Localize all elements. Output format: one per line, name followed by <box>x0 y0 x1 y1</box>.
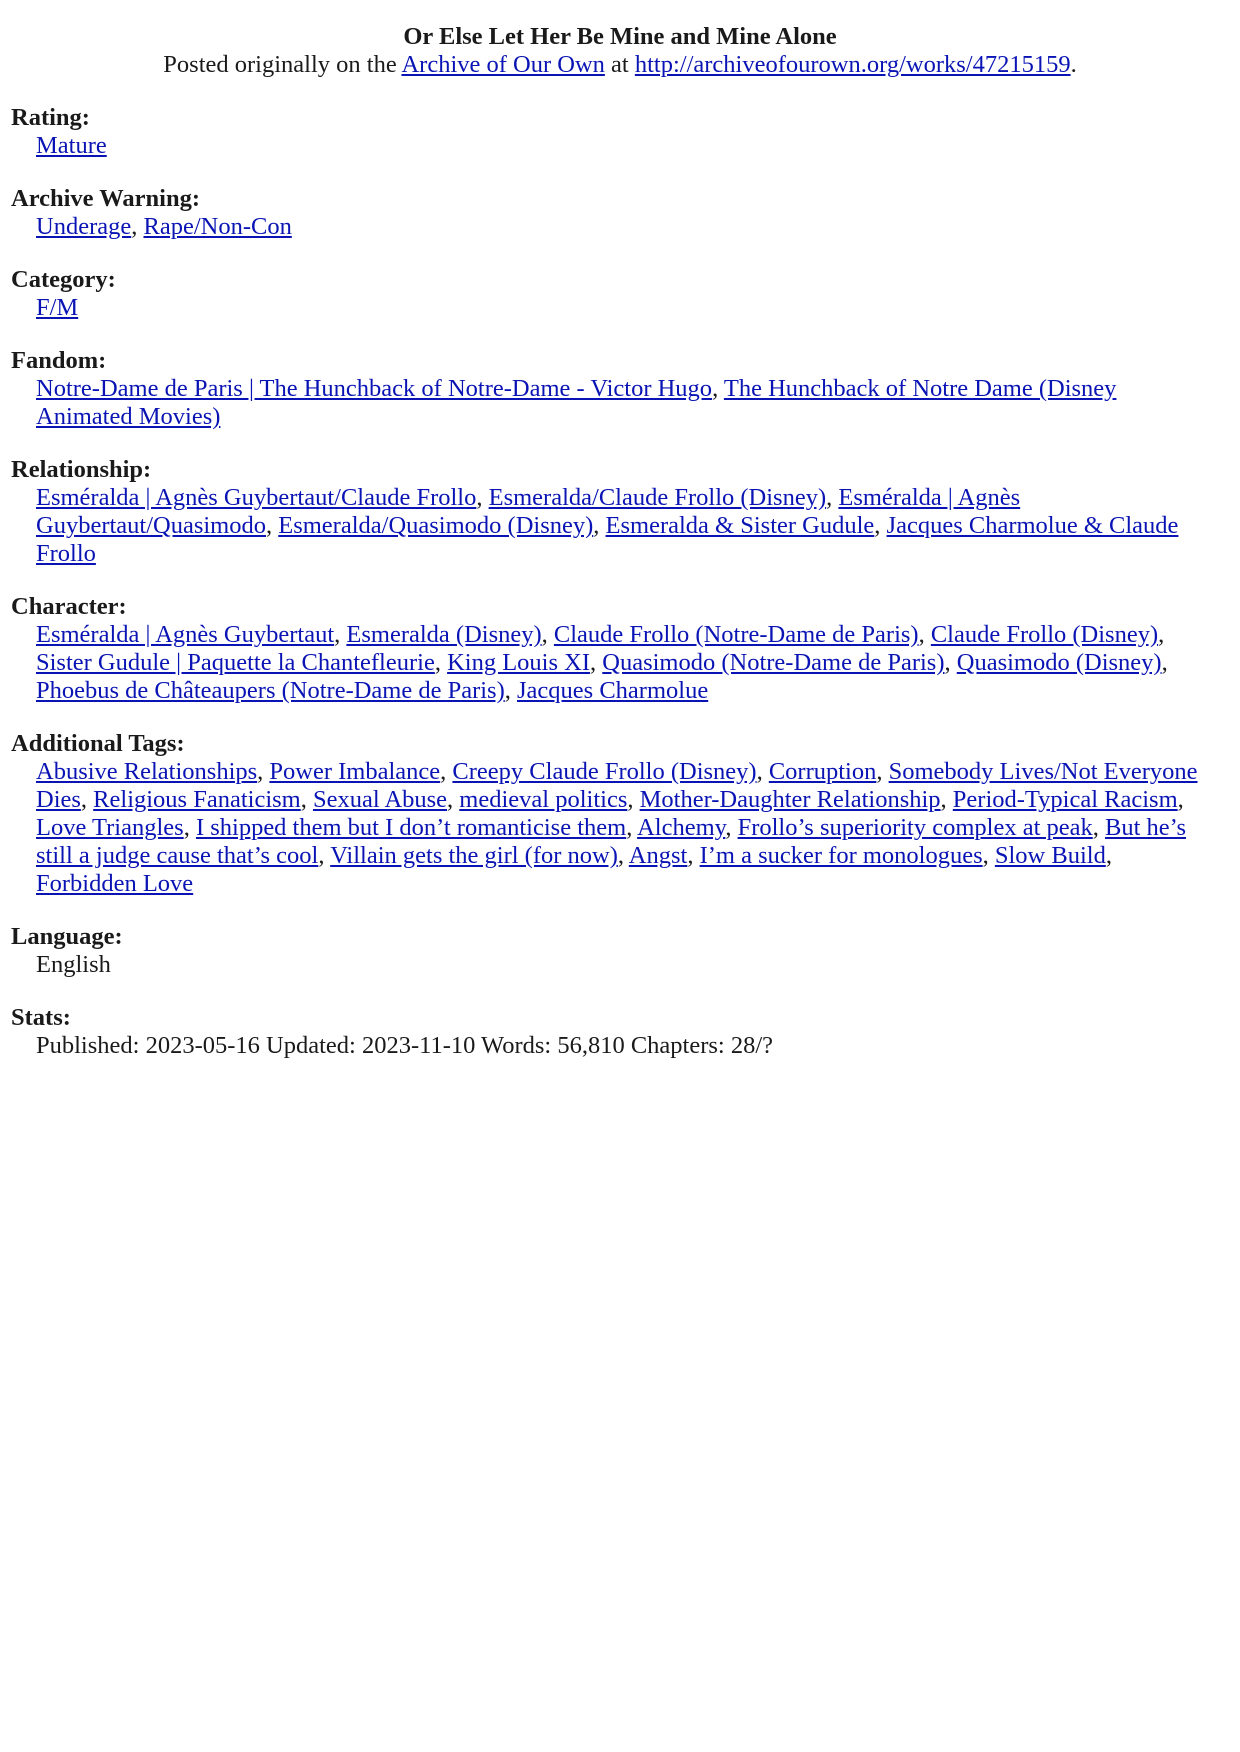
meta-value <box>11 132 1206 160</box>
tag-link[interactable]: Sexual Abuse <box>312 786 448 813</box>
tag-link[interactable]: Phoebus de Châteaupers (Notre-Dame de Paris) <box>36 677 505 704</box>
tag-link[interactable]: Esmeralda/Claude Frollo (Disney) <box>488 484 827 511</box>
meta-label: Relationship: <box>11 456 152 483</box>
meta-label: Stats: <box>11 1004 71 1031</box>
tag-link[interactable]: Notre-Dame de Paris | The Hunchback of Notre-Dame - Victor Hugo <box>36 375 713 402</box>
tag-link[interactable]: Esméralda | Agnès Guybertaut/Quasimodo <box>36 484 1021 539</box>
meta-label: Fandom: <box>11 347 107 374</box>
tag-link[interactable]: Creepy Claude Frollo (Disney) <box>452 758 757 785</box>
posted-line <box>0 51 1240 79</box>
tag-link[interactable]: Corruption <box>768 758 877 785</box>
work-title: Or Else Let Her Be Mine and Mine Alone <box>403 23 837 50</box>
meta-label: Language: <box>11 923 123 950</box>
tag-link[interactable]: Jacques Charmolue <box>517 677 709 704</box>
tag-link[interactable]: Villain gets the girl (for now) <box>330 842 618 869</box>
tag-link[interactable]: Mother-Daughter Relationship <box>639 786 941 813</box>
meta-label: Rating: <box>11 104 90 131</box>
meta-section <box>11 1004 1230 1060</box>
meta-section <box>11 730 1230 898</box>
tag-link[interactable]: Underage <box>36 213 132 240</box>
posted-prefix: Posted originally on the <box>163 51 402 78</box>
tag-link[interactable]: Abusive Relationships <box>36 758 258 785</box>
tag-link[interactable]: Period-Typical Racism <box>952 786 1178 813</box>
tag-link[interactable]: Esmeralda/Quasimodo (Disney) <box>278 512 594 539</box>
tag-link[interactable]: King Louis XI <box>447 649 591 676</box>
work-url-link[interactable]: http://archiveofourown.org/works/47215159 <box>634 51 1071 78</box>
meta-value <box>11 951 1206 979</box>
tag-link[interactable]: But he’s still a judge cause that’s cool <box>36 814 1187 869</box>
tag-link[interactable]: Angst <box>628 842 688 869</box>
meta-section <box>11 923 1230 979</box>
tag-link[interactable]: Rape/Non-Con <box>143 213 292 240</box>
tag-link[interactable]: Slow Build <box>994 842 1106 869</box>
tag-link[interactable]: Quasimodo (Notre-Dame de Paris) <box>602 649 945 676</box>
meta-value: Esméralda | Agnès Guybertaut/Claude Frollo, Esmeralda/Claude Frollo (Disney), Esméralda | Agnès Guybertaut/Quasimodo, Esmeralda/Quasimodo (Disney), Esmeralda & Sister Gudule, Jacques Charmolue & Claude Frollo <box>36 484 1179 567</box>
meta-value: Esméralda | Agnès Guybertaut, Esmeralda (Disney), Claude Frollo (Notre-Dame de Paris), Claude Frollo (Disney), Sister Gudule | Paquette la Chantefleurie, King Louis XI, Quasimodo (Notre-Dame de Paris), Quasimodo (Disney), Phoebus de Châteaupers (Notre-Dame de Paris), Jacques Charmolue <box>36 621 1168 704</box>
meta-label: Category: <box>11 266 116 293</box>
meta-section <box>11 593 1230 705</box>
tag-link[interactable]: Quasimodo (Disney) <box>956 649 1162 676</box>
meta-text: English <box>36 951 111 978</box>
meta-text: Published: 2023-05-16 Updated: 2023-11-10 Words: 56,810 Chapters: 28/? <box>36 1032 774 1059</box>
tag-link[interactable]: Claude Frollo (Disney) <box>930 621 1159 648</box>
tag-link[interactable]: medieval politics <box>459 786 628 813</box>
tag-link[interactable]: Mature <box>36 132 107 159</box>
archive-link[interactable]: Archive of Our Own <box>401 51 605 78</box>
tag-link[interactable]: Sister Gudule | Paquette la Chantefleurie <box>36 649 435 676</box>
meta-label: Character: <box>11 593 127 620</box>
tag-link[interactable]: Jacques Charmolue & Claude Frollo <box>36 512 1179 567</box>
meta-section <box>11 456 1230 568</box>
meta-value <box>11 1032 1206 1060</box>
tag-link[interactable]: F/M <box>36 294 79 321</box>
work-header <box>0 22 1240 79</box>
tag-link[interactable]: The Hunchback of Notre Dame (Disney Animated Movies) <box>36 375 1117 430</box>
tag-link[interactable]: I shipped them but I don’t romanticise them <box>195 814 627 841</box>
meta-value <box>11 294 1206 322</box>
tag-link[interactable]: Alchemy <box>637 814 726 841</box>
meta-section <box>11 104 1230 160</box>
tag-link[interactable]: Love Triangles <box>36 814 184 841</box>
meta-section <box>11 185 1230 241</box>
at-text: at <box>604 51 635 78</box>
tag-link[interactable]: Forbidden Love <box>36 870 194 897</box>
tag-link[interactable]: Somebody Lives/Not Everyone Dies <box>36 758 1198 813</box>
tag-link[interactable]: Esméralda | Agnès Guybertaut/Claude Frollo <box>36 484 477 511</box>
meta-value: Abusive Relationships, Power Imbalance, Creepy Claude Frollo (Disney), Corruption, Somebody Lives/Not Everyone Dies, Religious Fanaticism, Sexual Abuse, medieval politics, Mother-Daughter Relationship, Period-Typical Racism, Love Triangles, I shipped them but I don’t romanticise them, Alchemy, Frollo’s superiority complex at peak, But he’s still a judge cause that’s cool, Villain gets the girl (for now), Angst, I’m a sucker for monologues, Slow Build, Forbidden Love <box>36 758 1198 897</box>
tag-link[interactable]: I’m a sucker for monologues <box>699 842 983 869</box>
tag-link[interactable]: Claude Frollo (Notre-Dame de Paris) <box>553 621 919 648</box>
meta-value: Underage, Rape/Non-Con <box>36 213 292 240</box>
meta-label: Additional Tags: <box>11 730 185 757</box>
meta-section <box>11 347 1230 431</box>
work-metadata <box>11 104 1230 1060</box>
tag-link[interactable]: Power Imbalance <box>269 758 441 785</box>
tag-link[interactable]: Esméralda | Agnès Guybertaut <box>36 621 335 648</box>
tag-link[interactable]: Esmeralda (Disney) <box>346 621 542 648</box>
tag-link[interactable]: Frollo’s superiority complex at peak <box>737 814 1093 841</box>
meta-value: Notre-Dame de Paris | The Hunchback of Notre-Dame - Victor Hugo, The Hunchback of Notre Dame (Disney Animated Movies) <box>36 375 1117 430</box>
tag-link[interactable]: Religious Fanaticism <box>93 786 301 813</box>
period: . <box>1070 51 1077 78</box>
meta-label: Archive Warning: <box>11 185 200 212</box>
tag-link[interactable]: Esmeralda & Sister Gudule <box>605 512 875 539</box>
meta-section <box>11 266 1230 322</box>
